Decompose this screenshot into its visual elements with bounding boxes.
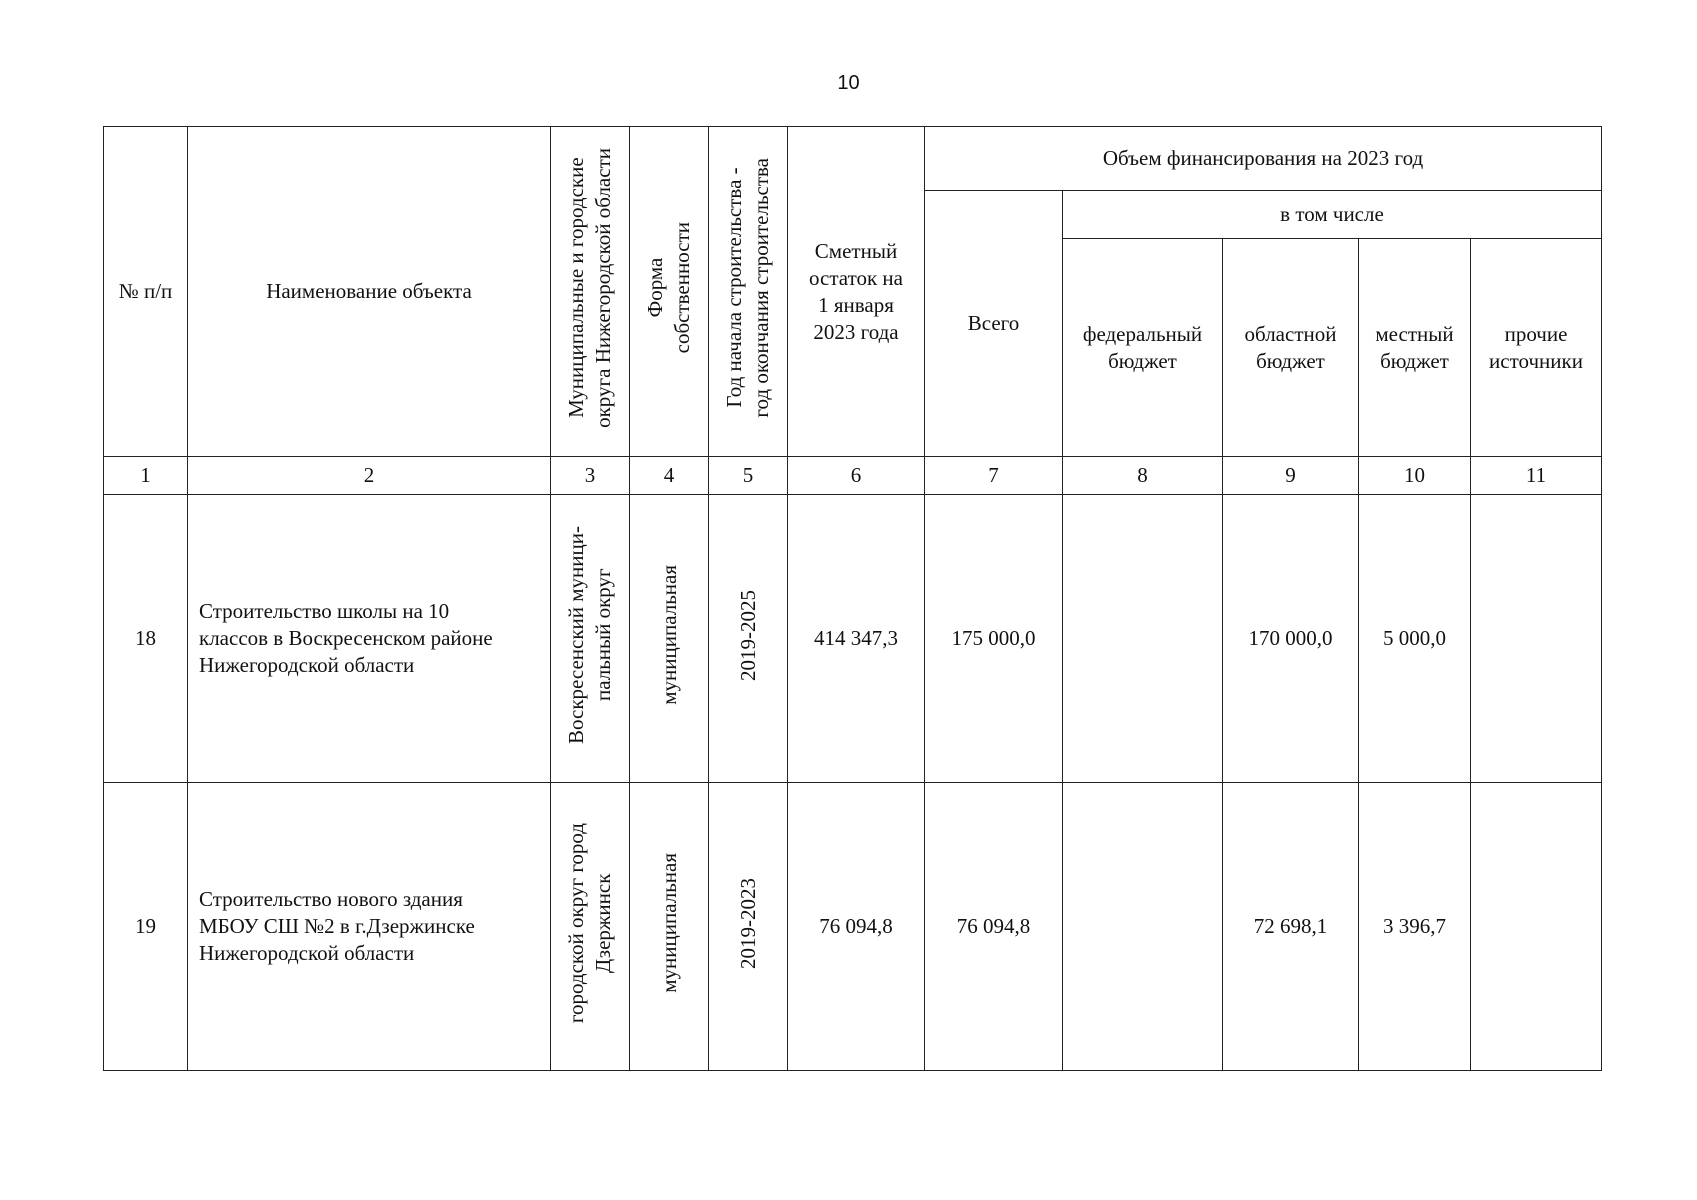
table-row: [104, 495, 1602, 783]
row-number: 19: [104, 783, 188, 1071]
estimated-balance: 76 094,8: [788, 783, 925, 1071]
column-number: 9: [1223, 457, 1359, 495]
header-estimated-balance: Сметный остаток на 1 января 2023 года: [788, 127, 925, 457]
total-financing: 175 000,0: [925, 495, 1063, 783]
total-financing: 76 094,8: [925, 783, 1063, 1071]
row-number: 18: [104, 495, 188, 783]
other-sources: [1471, 783, 1602, 1071]
column-number: 8: [1063, 457, 1223, 495]
ownership: муниципальная: [630, 783, 709, 1071]
column-number: 2: [188, 457, 551, 495]
header-federal: федеральный бюджет: [1063, 239, 1223, 457]
federal-budget: [1063, 783, 1223, 1071]
federal-budget: [1063, 495, 1223, 783]
header-district: Муниципальные и городские округа Нижегородской области: [551, 127, 630, 457]
header-row-1: [104, 127, 1602, 191]
header-including-group: в том числе: [1063, 191, 1602, 239]
column-number: 7: [925, 457, 1063, 495]
header-object-name: Наименование объекта: [188, 127, 551, 457]
column-number: 1: [104, 457, 188, 495]
construction-years: 2019-2023: [709, 783, 788, 1071]
header-ownership: Форма собственности: [630, 127, 709, 457]
construction-years: 2019-2025: [709, 495, 788, 783]
regional-budget: 72 698,1: [1223, 783, 1359, 1071]
page-number: 10: [837, 72, 860, 94]
column-number: 11: [1471, 457, 1602, 495]
estimated-balance: 414 347,3: [788, 495, 925, 783]
header-local: местный бюджет: [1359, 239, 1471, 457]
column-number-row: [104, 457, 1602, 495]
column-number: 5: [709, 457, 788, 495]
header-other: прочие источники: [1471, 239, 1602, 457]
table-row: [104, 783, 1602, 1071]
header-years: Год начала строительства - год окончания строительства: [709, 127, 788, 457]
header-regional: областной бюджет: [1223, 239, 1359, 457]
district: городской округ город Дзержинск: [551, 783, 630, 1071]
other-sources: [1471, 495, 1602, 783]
object-name: Строительство нового здания МБОУ СШ №2 в г.Дзержинске Нижегородской области: [188, 783, 551, 1071]
column-number: 3: [551, 457, 630, 495]
object-name: Строительство школы на 10 классов в Воскресенском районе Нижегородской области: [188, 495, 551, 783]
header-total: Всего: [925, 191, 1063, 457]
header-number: № п/п: [104, 127, 188, 457]
local-budget: 3 396,7: [1359, 783, 1471, 1071]
column-number: 6: [788, 457, 925, 495]
district: Воскресенский муници- пальный округ: [551, 495, 630, 783]
local-budget: 5 000,0: [1359, 495, 1471, 783]
financing-table: [103, 126, 1602, 1071]
header-financing-group: Объем финансирования на 2023 год: [925, 127, 1602, 191]
column-number: 4: [630, 457, 709, 495]
regional-budget: 170 000,0: [1223, 495, 1359, 783]
ownership: муниципальная: [630, 495, 709, 783]
column-number: 10: [1359, 457, 1471, 495]
